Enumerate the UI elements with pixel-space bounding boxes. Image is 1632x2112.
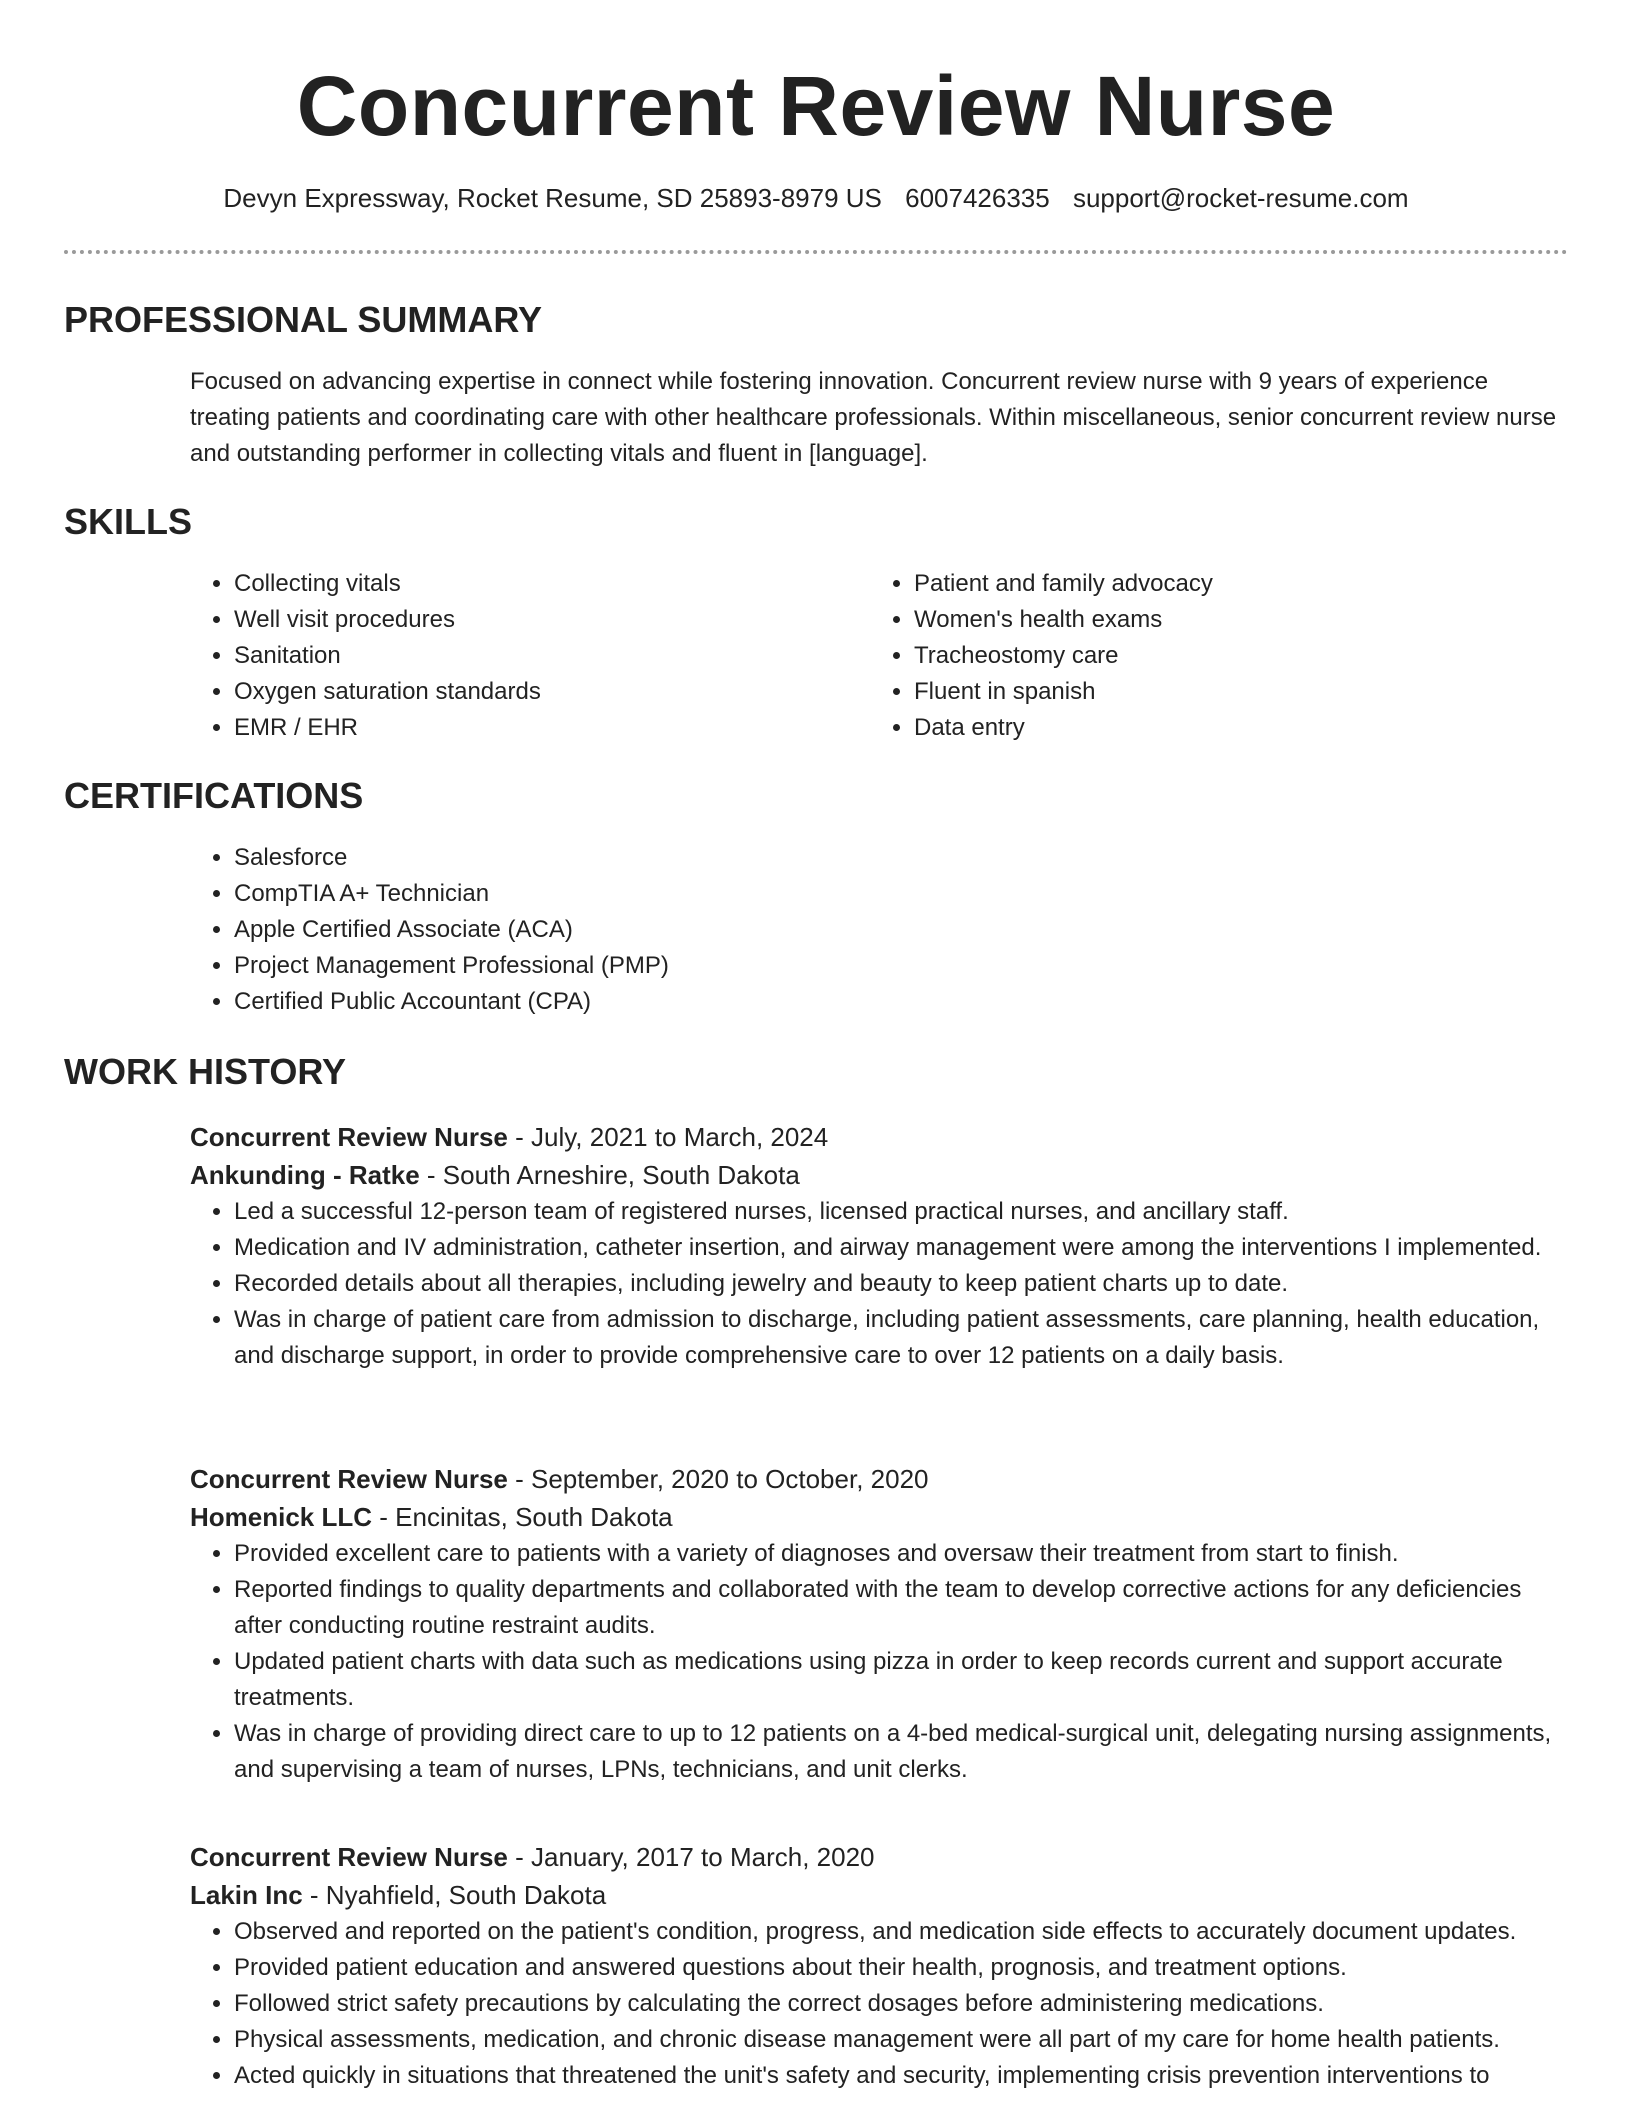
- job-bullet: • Medication and IV administration, catheter insertion, and airway management were among the interventions I implemented.: [234, 1230, 1570, 1266]
- job-location: - South Arneshire, South Dakota: [419, 1160, 800, 1190]
- address-text: Devyn Expressway, Rocket Resume, SD 25893-8979 US: [223, 183, 882, 213]
- job-bullet: • Reported findings to quality departments and collaborated with the team to develop corrective actions for any deficiencies after conducting routine restraint audits.: [234, 1572, 1570, 1644]
- summary-heading: PROFESSIONAL SUMMARY: [64, 299, 543, 340]
- job-company-line: [190, 1498, 1570, 1536]
- certification-item: • CompTIA A+ Technician: [234, 876, 1570, 912]
- job-company: Homenick LLC: [190, 1502, 373, 1532]
- skills-heading: SKILLS: [64, 501, 193, 542]
- skill-item: • Sanitation: [234, 638, 870, 674]
- job-title-line: [190, 1118, 1570, 1156]
- job-role: Concurrent Review Nurse: [190, 1842, 508, 1872]
- job-title-line: [190, 1838, 1570, 1876]
- job-company-line: [190, 1876, 1570, 1914]
- phone-text: 6007426335: [905, 183, 1050, 213]
- job-role: Concurrent Review Nurse: [190, 1464, 508, 1494]
- skill-item: • Tracheostomy care: [914, 638, 1550, 674]
- skill-item: • Collecting vitals: [234, 566, 870, 602]
- job-company: Ankunding - Ratke: [190, 1160, 420, 1190]
- work-history-heading: WORK HISTORY: [64, 1051, 347, 1092]
- skill-item: • Fluent in spanish: [914, 674, 1550, 710]
- job-bullets: [190, 1914, 1570, 2094]
- job-bullet: • Was in charge of providing direct care to up to 12 patients on a 4-bed medical-surgical unit, delegating nursing assignments, and supervising a team of nurses, LPNs, technicians, and unit clerks.: [234, 1716, 1570, 1788]
- email-link[interactable]: support@rocket-resume.com: [1072, 183, 1409, 213]
- job-location: - Nyahfield, South Dakota: [302, 1880, 607, 1910]
- job-company: Lakin Inc: [190, 1880, 303, 1910]
- job-bullet: • Was in charge of patient care from admission to discharge, including patient assessments, care planning, health education, and discharge support, in order to provide comprehensive care to over 12 patients on a daily basis.: [234, 1302, 1570, 1374]
- summary-section: [190, 364, 1570, 472]
- header-divider: [64, 250, 1568, 254]
- job-entry: [190, 1460, 1570, 1788]
- skill-item: • EMR / EHR: [234, 710, 870, 746]
- job-bullet: • Provided patient education and answered questions about their health, prognosis, and treatment options.: [234, 1950, 1570, 1986]
- certification-item: • Apple Certified Associate (ACA): [234, 912, 1570, 948]
- job-dates: - September, 2020 to October, 2020: [507, 1464, 929, 1494]
- job-bullet: • Physical assessments, medication, and chronic disease management were all part of my care for home health patients.: [234, 2022, 1570, 2058]
- skill-item: • Data entry: [914, 710, 1550, 746]
- skill-item: • Well visit procedures: [234, 602, 870, 638]
- summary-text: Focused on advancing expertise in connect while fostering innovation. Concurrent review nurse with 9 years of experience treating patients and coordinating care with other healthcare professionals. Within miscellaneous, senior concurrent review nurse and outstanding performer in collecting vitals and fluent in [language].: [190, 368, 1557, 467]
- skills-list: [190, 566, 1570, 746]
- job-bullet: • Acted quickly in situations that threatened the unit's safety and security, implementing crisis prevention interventions to: [234, 2058, 1570, 2094]
- job-bullets: [190, 1194, 1570, 1374]
- job-title-line: [190, 1460, 1570, 1498]
- skills-column-left: [190, 566, 870, 746]
- skill-item: • Oxygen saturation standards: [234, 674, 870, 710]
- job-bullets: [190, 1536, 1570, 1788]
- job-entry: [190, 1118, 1570, 1374]
- certifications-list: [190, 840, 1570, 1020]
- job-role: Concurrent Review Nurse: [190, 1122, 508, 1152]
- job-dates: - January, 2017 to March, 2020: [507, 1842, 875, 1872]
- job-bullet: • Led a successful 12-person team of registered nurses, licensed practical nurses, and ancillary staff.: [234, 1194, 1570, 1230]
- certification-item: • Certified Public Accountant (CPA): [234, 984, 1570, 1020]
- certification-item: • Salesforce: [234, 840, 1570, 876]
- job-bullet: • Recorded details about all therapies, including jewelry and beauty to keep patient charts up to date.: [234, 1266, 1570, 1302]
- contact-line: [0, 180, 1632, 216]
- skill-item: • Women's health exams: [914, 602, 1550, 638]
- job-bullet: • Observed and reported on the patient's condition, progress, and medication side effects to accurately document updates.: [234, 1914, 1570, 1950]
- job-entry: [190, 1838, 1570, 2094]
- candidate-name: Concurrent Review Nurse: [296, 59, 1336, 153]
- certification-item: • Project Management Professional (PMP): [234, 948, 1570, 984]
- job-dates: - July, 2021 to March, 2024: [507, 1122, 829, 1152]
- skill-item: • Patient and family advocacy: [914, 566, 1550, 602]
- job-bullet: • Followed strict safety precautions by calculating the correct dosages before administering medications.: [234, 1986, 1570, 2022]
- job-company-line: [190, 1156, 1570, 1194]
- certifications-heading: CERTIFICATIONS: [64, 775, 364, 816]
- skills-column-right: [870, 566, 1550, 746]
- job-bullet: • Updated patient charts with data such as medications using pizza in order to keep records current and support accurate treatments.: [234, 1644, 1570, 1716]
- job-bullet: • Provided excellent care to patients with a variety of diagnoses and oversaw their treatment from start to finish.: [234, 1536, 1570, 1572]
- job-location: - Encinitas, South Dakota: [372, 1502, 673, 1532]
